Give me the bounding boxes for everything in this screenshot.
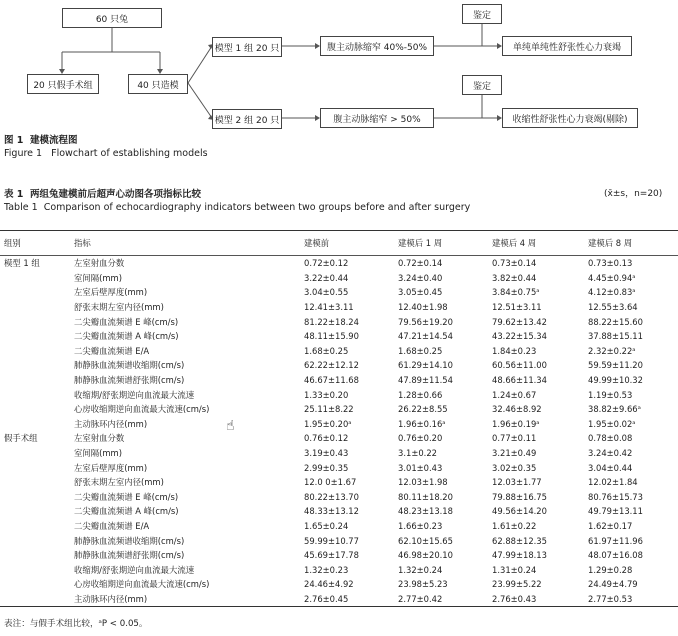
table-caption-en <box>4 202 470 213</box>
value-cell: 1.96±0.19ᵃ <box>492 418 540 429</box>
value-cell: 62.22±12.12 <box>304 360 359 371</box>
value-cell: 0.78±0.08 <box>588 433 633 444</box>
value-cell: 12.55±3.64 <box>588 302 638 313</box>
value-cell: 1.32±0.23 <box>304 564 349 575</box>
table-row <box>0 475 678 490</box>
value-cell: 1.28±0.66 <box>398 389 443 400</box>
indicator-cell: 二尖瓣血流频谱 E 峰(cm/s) <box>74 491 179 502</box>
figure-label-cn: 图 1 <box>4 135 24 146</box>
value-cell: 3.19±0.43 <box>304 448 349 459</box>
indicator-cell: 舒张末期左室内径(mm) <box>74 302 164 313</box>
table-row <box>0 562 678 577</box>
table-row <box>0 402 678 417</box>
indicator-cell: 收缩期/舒张期逆向血流最大流速 <box>74 564 195 575</box>
table-row <box>0 519 678 534</box>
value-cell: 2.77±0.42 <box>398 593 443 604</box>
value-cell: 3.24±0.42 <box>588 448 633 459</box>
indicator-cell: 心房收缩期逆向血流最大流速(cm/s) <box>74 404 210 415</box>
value-cell: 12.40±1.98 <box>398 302 448 313</box>
value-cell: 1.32±0.24 <box>398 564 443 575</box>
box-constrict2: 腹主动脉缩窄 > 50% <box>320 108 434 128</box>
table-title-en: Comparison of echocardiography indicators between two groups before and after surgery <box>43 202 471 213</box>
value-cell: 12.41±3.11 <box>304 302 354 313</box>
group-cell <box>0 285 74 300</box>
group-cell <box>0 402 74 417</box>
indicator-cell: 左室射血分数 <box>74 433 125 444</box>
group-cell <box>0 475 74 490</box>
group-cell: 假手术组 <box>4 433 38 444</box>
group-cell <box>0 344 74 359</box>
value-cell: 1.31±0.24 <box>492 564 537 575</box>
value-cell: 32.46±8.92 <box>492 404 542 415</box>
indicator-cell: 左室后壁厚度(mm) <box>74 287 148 298</box>
value-cell: 59.59±11.20 <box>588 360 643 371</box>
value-cell: 80.22±13.70 <box>304 491 359 502</box>
value-cell: 47.99±18.13 <box>492 550 547 561</box>
table-caption-cn <box>4 186 201 200</box>
indicator-cell: 二尖瓣血流频谱 E 峰(cm/s) <box>74 316 179 327</box>
value-cell: 62.10±15.65 <box>398 535 453 546</box>
indicator-cell: 心房收缩期逆向血流最大流速(cm/s) <box>74 579 210 590</box>
value-cell: 61.29±14.10 <box>398 360 453 371</box>
header-week4: 建模后 4 周 <box>492 238 537 248</box>
value-cell: 62.88±12.35 <box>492 535 547 546</box>
flowchart <box>0 0 678 130</box>
value-cell: 47.89±11.54 <box>398 375 453 386</box>
value-cell: 23.99±5.22 <box>492 579 542 590</box>
value-cell: 1.66±0.23 <box>398 520 443 531</box>
group-cell <box>0 577 74 592</box>
table-row <box>0 460 678 475</box>
box-model1: 模型 1 组 20 只 <box>212 37 282 57</box>
indicator-cell: 舒张末期左室内径(mm) <box>74 477 164 488</box>
value-cell: 1.33±0.20 <box>304 389 349 400</box>
indicator-cell: 二尖瓣血流频谱 E/A <box>74 345 150 356</box>
value-cell: 79.56±19.20 <box>398 316 453 327</box>
value-cell: 0.72±0.12 <box>304 258 349 269</box>
value-cell: 1.84±0.23 <box>492 345 537 356</box>
value-cell: 38.82±9.66ᵃ <box>588 404 641 415</box>
value-cell: 3.01±0.43 <box>398 462 443 473</box>
group-cell <box>0 271 74 286</box>
table-row <box>0 548 678 563</box>
value-cell: 26.22±8.55 <box>398 404 448 415</box>
group-cell <box>0 504 74 519</box>
value-cell: 46.98±20.10 <box>398 550 453 561</box>
table-stat-note: (x̄±s，n=20) <box>604 189 663 199</box>
value-cell: 4.45±0.94ᵃ <box>588 272 636 283</box>
value-cell: 48.11±15.90 <box>304 331 359 342</box>
value-cell: 80.11±18.20 <box>398 491 453 502</box>
indicator-cell: 二尖瓣血流频谱 A 峰(cm/s) <box>74 331 179 342</box>
table-row <box>0 314 678 329</box>
value-cell: 3.02±0.35 <box>492 462 537 473</box>
group-cell <box>0 548 74 563</box>
table-label-cn: 表 1 <box>4 189 24 200</box>
box-model2: 模型 2 组 20 只 <box>212 109 282 129</box>
indicator-cell: 肺静脉血流频谱舒张期(cm/s) <box>74 550 185 561</box>
value-cell: 3.82±0.44 <box>492 272 537 283</box>
value-cell: 79.88±16.75 <box>492 491 547 502</box>
table-row <box>0 577 678 592</box>
box-constrict1: 腹主动脉缩窄 40%-50% <box>320 36 434 56</box>
value-cell: 12.03±1.77 <box>492 477 542 488</box>
value-cell: 49.99±10.32 <box>588 375 643 386</box>
table-body <box>0 256 678 607</box>
group-cell <box>0 592 74 607</box>
table-row <box>0 446 678 461</box>
group-cell <box>0 533 74 548</box>
table-row <box>0 592 678 607</box>
group-cell <box>0 358 74 373</box>
value-cell: 0.76±0.20 <box>398 433 443 444</box>
box-rabbits: 60 只兔 <box>62 8 162 28</box>
indicator-cell: 左室后壁厚度(mm) <box>74 462 148 473</box>
value-cell: 1.29±0.28 <box>588 564 633 575</box>
value-cell: 46.67±11.68 <box>304 375 359 386</box>
value-cell: 2.99±0.35 <box>304 462 349 473</box>
value-cell: 47.21±14.54 <box>398 331 453 342</box>
table-row <box>0 490 678 505</box>
value-cell: 3.21±0.49 <box>492 448 537 459</box>
box-outcome2: 收缩性舒张性心力衰竭(剔除) <box>502 108 638 128</box>
box-identify1: 鉴定 <box>462 4 502 24</box>
group-cell <box>0 519 74 534</box>
value-cell: 3.04±0.55 <box>304 287 349 298</box>
table-row <box>0 285 678 300</box>
value-cell: 79.62±13.42 <box>492 316 547 327</box>
value-cell: 60.56±11.00 <box>492 360 547 371</box>
group-cell: 模型 1 组 <box>4 258 40 269</box>
header-group: 组别 <box>4 238 21 248</box>
value-cell: 4.12±0.83ᵃ <box>588 287 636 298</box>
value-cell: 3.1±0.22 <box>398 448 437 459</box>
indicator-cell: 室间隔(mm) <box>74 448 122 459</box>
indicator-cell: 肺静脉血流频谱舒张期(cm/s) <box>74 375 185 386</box>
value-cell: 1.68±0.25 <box>398 345 443 356</box>
value-cell: 3.24±0.40 <box>398 272 443 283</box>
table-label-en: Table 1 <box>4 202 38 213</box>
value-cell: 12.0 0±1.67 <box>304 477 357 488</box>
value-cell: 88.22±15.60 <box>588 316 643 327</box>
group-cell <box>0 490 74 505</box>
box-sham: 20 只假手术组 <box>27 74 99 94</box>
table-row <box>0 431 678 446</box>
figure-title-en: Flowchart of establishing models <box>51 148 208 159</box>
value-cell: 1.19±0.53 <box>588 389 633 400</box>
box-model: 40 只造模 <box>128 74 188 94</box>
value-cell: 3.04±0.44 <box>588 462 633 473</box>
value-cell: 1.68±0.25 <box>304 345 349 356</box>
indicator-cell: 肺静脉血流频谱收缩期(cm/s) <box>74 535 185 546</box>
indicator-cell: 主动脉环内径(mm) <box>74 418 148 429</box>
group-cell <box>0 300 74 315</box>
value-cell: 1.61±0.22 <box>492 520 537 531</box>
figure-caption-en <box>4 148 208 159</box>
table-row <box>0 256 678 271</box>
value-cell: 0.73±0.13 <box>588 258 633 269</box>
value-cell: 1.65±0.24 <box>304 520 349 531</box>
table-row <box>0 373 678 388</box>
indicator-cell: 主动脉环内径(mm) <box>74 593 148 604</box>
group-cell <box>0 562 74 577</box>
value-cell: 3.22±0.44 <box>304 272 349 283</box>
header-indicator: 指标 <box>74 238 91 248</box>
value-cell: 48.23±13.18 <box>398 506 453 517</box>
group-cell <box>0 387 74 402</box>
value-cell: 1.62±0.17 <box>588 520 633 531</box>
box-outcome1: 单纯单纯性舒张性心力衰竭 <box>502 36 632 56</box>
group-cell <box>0 314 74 329</box>
value-cell: 45.69±17.78 <box>304 550 359 561</box>
value-cell: 81.22±18.24 <box>304 316 359 327</box>
value-cell: 1.96±0.16ᵃ <box>398 418 446 429</box>
value-cell: 48.66±11.34 <box>492 375 547 386</box>
value-cell: 48.07±16.08 <box>588 550 643 561</box>
indicator-cell: 二尖瓣血流频谱 A 峰(cm/s) <box>74 506 179 517</box>
value-cell: 1.95±0.20ᵃ <box>304 418 352 429</box>
group-cell <box>0 373 74 388</box>
group-cell <box>0 329 74 344</box>
indicator-cell: 室间隔(mm) <box>74 272 122 283</box>
value-cell: 2.76±0.45 <box>304 593 349 604</box>
header-week1: 建模后 1 周 <box>398 238 443 248</box>
group-cell <box>0 446 74 461</box>
header-before: 建模前 <box>304 238 330 248</box>
group-cell <box>0 460 74 475</box>
value-cell: 12.02±1.84 <box>588 477 638 488</box>
value-cell: 1.95±0.02ᵃ <box>588 418 636 429</box>
value-cell: 2.76±0.43 <box>492 593 537 604</box>
value-cell: 24.49±4.79 <box>588 579 638 590</box>
value-cell: 3.05±0.45 <box>398 287 443 298</box>
indicator-cell: 收缩期/舒张期逆向血流最大流速 <box>74 389 195 400</box>
table-row <box>0 271 678 286</box>
value-cell: 0.77±0.11 <box>492 433 537 444</box>
value-cell: 2.77±0.53 <box>588 593 633 604</box>
value-cell: 80.76±15.73 <box>588 491 643 502</box>
value-cell: 25.11±8.22 <box>304 404 354 415</box>
indicator-cell: 二尖瓣血流频谱 E/A <box>74 520 150 531</box>
table-row <box>0 300 678 315</box>
group-cell <box>0 417 74 432</box>
indicator-cell: 左室射血分数 <box>74 258 125 269</box>
value-cell: 0.76±0.12 <box>304 433 349 444</box>
table-row <box>0 358 678 373</box>
figure-title-cn: 建模流程图 <box>30 135 78 146</box>
value-cell: 49.79±13.11 <box>588 506 643 517</box>
table-row <box>0 533 678 548</box>
header-week8: 建模后 8 周 <box>588 238 633 248</box>
value-cell: 2.32±0.22ᵃ <box>588 345 636 356</box>
value-cell: 12.51±3.11 <box>492 302 542 313</box>
value-cell: 0.72±0.14 <box>398 258 443 269</box>
table-row <box>0 417 678 432</box>
value-cell: 23.98±5.23 <box>398 579 448 590</box>
value-cell: 1.24±0.67 <box>492 389 537 400</box>
value-cell: 59.99±10.77 <box>304 535 359 546</box>
value-cell: 24.46±4.92 <box>304 579 354 590</box>
echo-table <box>0 230 678 607</box>
figure-caption-cn <box>4 132 78 146</box>
indicator-cell: 肺静脉血流频谱收缩期(cm/s) <box>74 360 185 371</box>
value-cell: 61.97±11.96 <box>588 535 643 546</box>
table-header-row <box>0 231 678 256</box>
mouse-cursor-icon: ☝ <box>226 418 235 434</box>
value-cell: 43.22±15.34 <box>492 331 547 342</box>
table-row <box>0 344 678 359</box>
value-cell: 0.73±0.14 <box>492 258 537 269</box>
box-identify2: 鉴定 <box>462 75 502 95</box>
table-note: 表注：与假手术组比较，ᵃP < 0.05。 <box>4 619 148 629</box>
figure-label-en: Figure 1 <box>4 148 43 159</box>
value-cell: 37.88±15.11 <box>588 331 643 342</box>
table-row <box>0 329 678 344</box>
value-cell: 49.56±14.20 <box>492 506 547 517</box>
value-cell: 12.03±1.98 <box>398 477 448 488</box>
table-row <box>0 387 678 402</box>
table-row <box>0 504 678 519</box>
table-title-cn: 两组兔建模前后超声心动图各项指标比较 <box>30 189 202 200</box>
value-cell: 3.84±0.75ᵃ <box>492 287 540 298</box>
value-cell: 48.33±13.12 <box>304 506 359 517</box>
